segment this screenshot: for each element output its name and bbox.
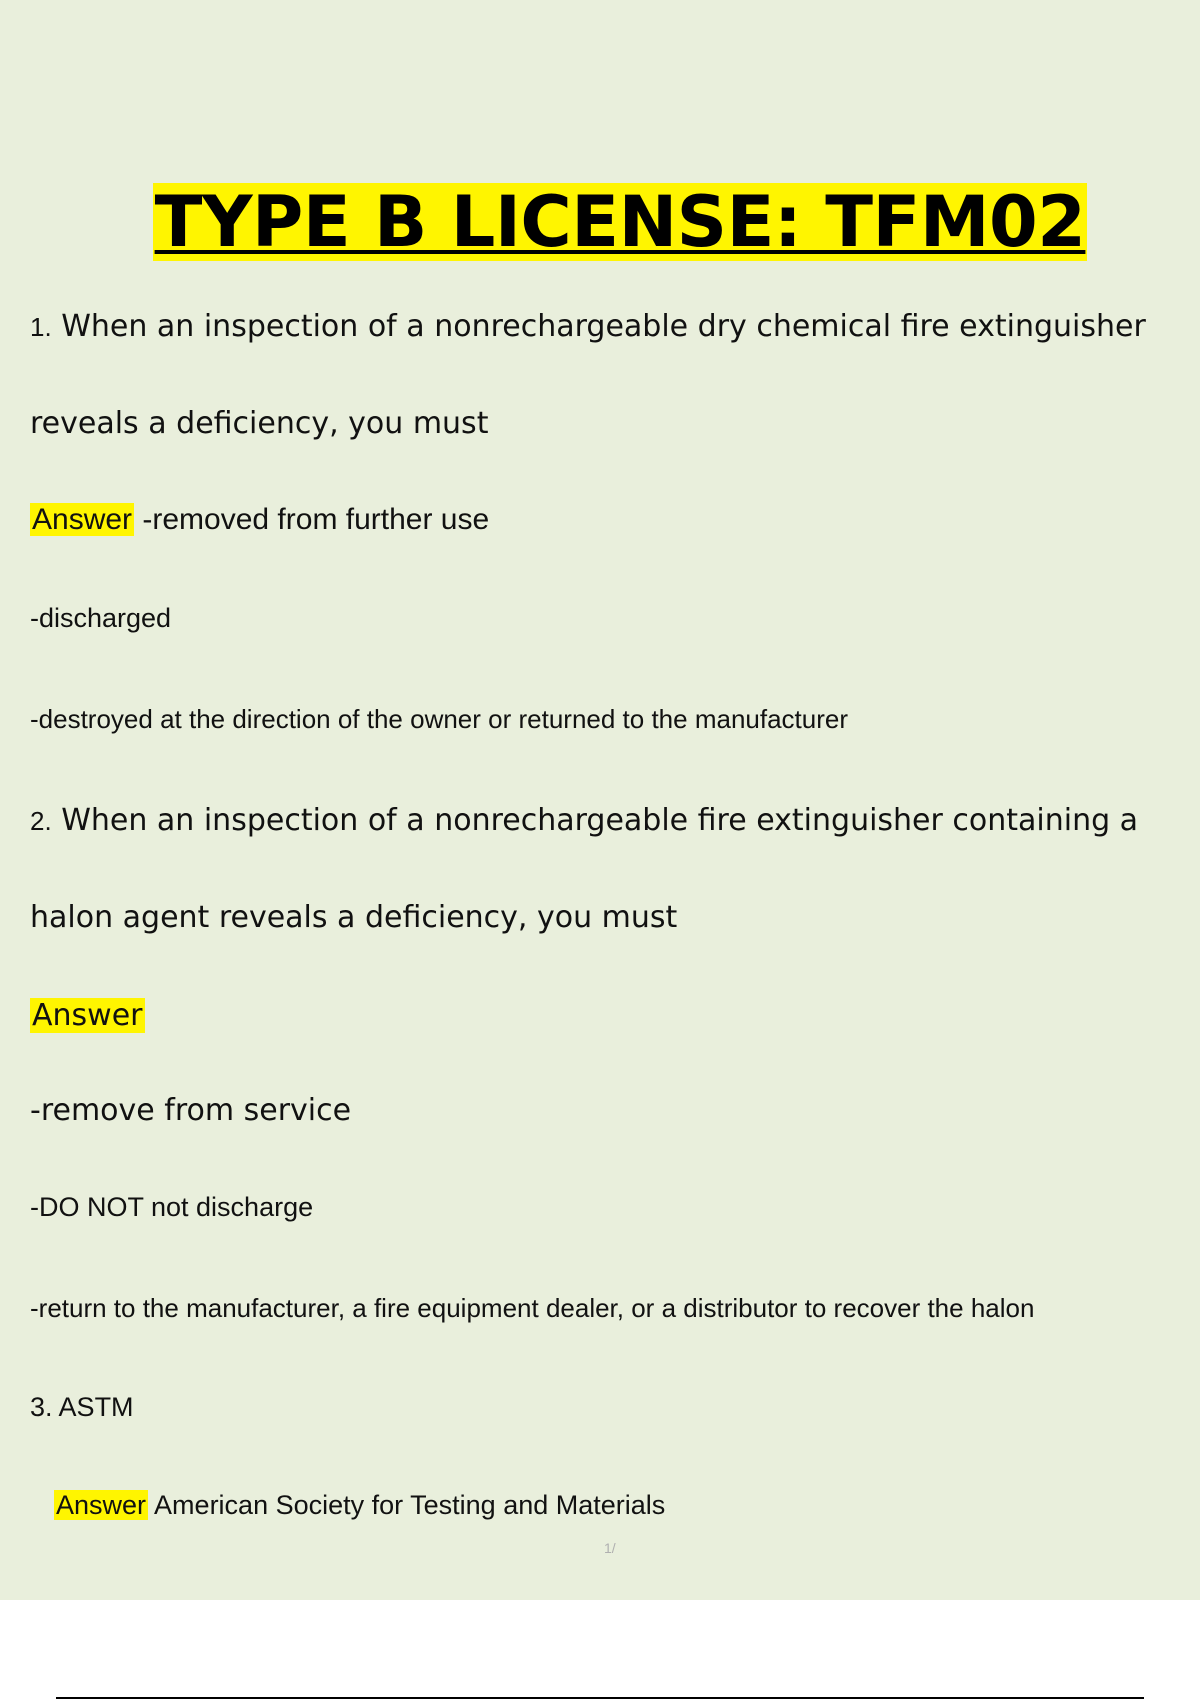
title-container	[0, 183, 1200, 261]
question-2-answer-row	[30, 998, 145, 1033]
question-3-text: ASTM	[58, 1392, 134, 1422]
question-2-line-2: halon agent reveals a deficiency, you must	[30, 900, 678, 935]
question-1-text-line-1: When an inspection of a nonrechargeable dry chemical fire extinguisher	[61, 309, 1146, 344]
footer-divider	[56, 1697, 1144, 1699]
question-1-line-2: reveals a deficiency, you must	[30, 406, 489, 441]
question-1-answer-item-3: -destroyed at the direction of the owner or returned to the manufacturer	[30, 704, 849, 734]
question-2-answer-item-3: -return to the manufacturer, a fire equipment dealer, or a distributor to recover the halon	[30, 1293, 1035, 1323]
question-3-answer-text: American Society for Testing and Materials	[154, 1490, 666, 1520]
document-title: TYPE B LICENSE: TFM02	[154, 181, 1086, 263]
question-2-answer-item-1: -remove from service	[30, 1093, 352, 1128]
question-2-answer-item-2: -DO NOT not discharge	[30, 1192, 314, 1222]
answer-label: Answer	[32, 998, 143, 1033]
question-1-answer-item-2: -discharged	[30, 603, 172, 633]
question-2-text-line-1: When an inspection of a nonrechargeable fire extinguisher containing a	[61, 803, 1139, 838]
question-3-line-1	[30, 1392, 134, 1423]
question-1-answer-row	[30, 503, 489, 537]
answer-label: Answer	[32, 503, 133, 536]
question-2-line-1	[30, 803, 1139, 838]
question-3-answer-row	[54, 1490, 665, 1521]
question-1-number: 1.	[30, 312, 52, 342]
answer-label: Answer	[56, 1490, 147, 1520]
question-3-number: 3.	[30, 1392, 53, 1422]
question-1-line-1	[30, 309, 1146, 344]
page-number-marker: 1/	[604, 1540, 616, 1556]
question-1-answer-item-1: -removed from further use	[142, 503, 490, 536]
question-2-number: 2.	[30, 806, 52, 836]
